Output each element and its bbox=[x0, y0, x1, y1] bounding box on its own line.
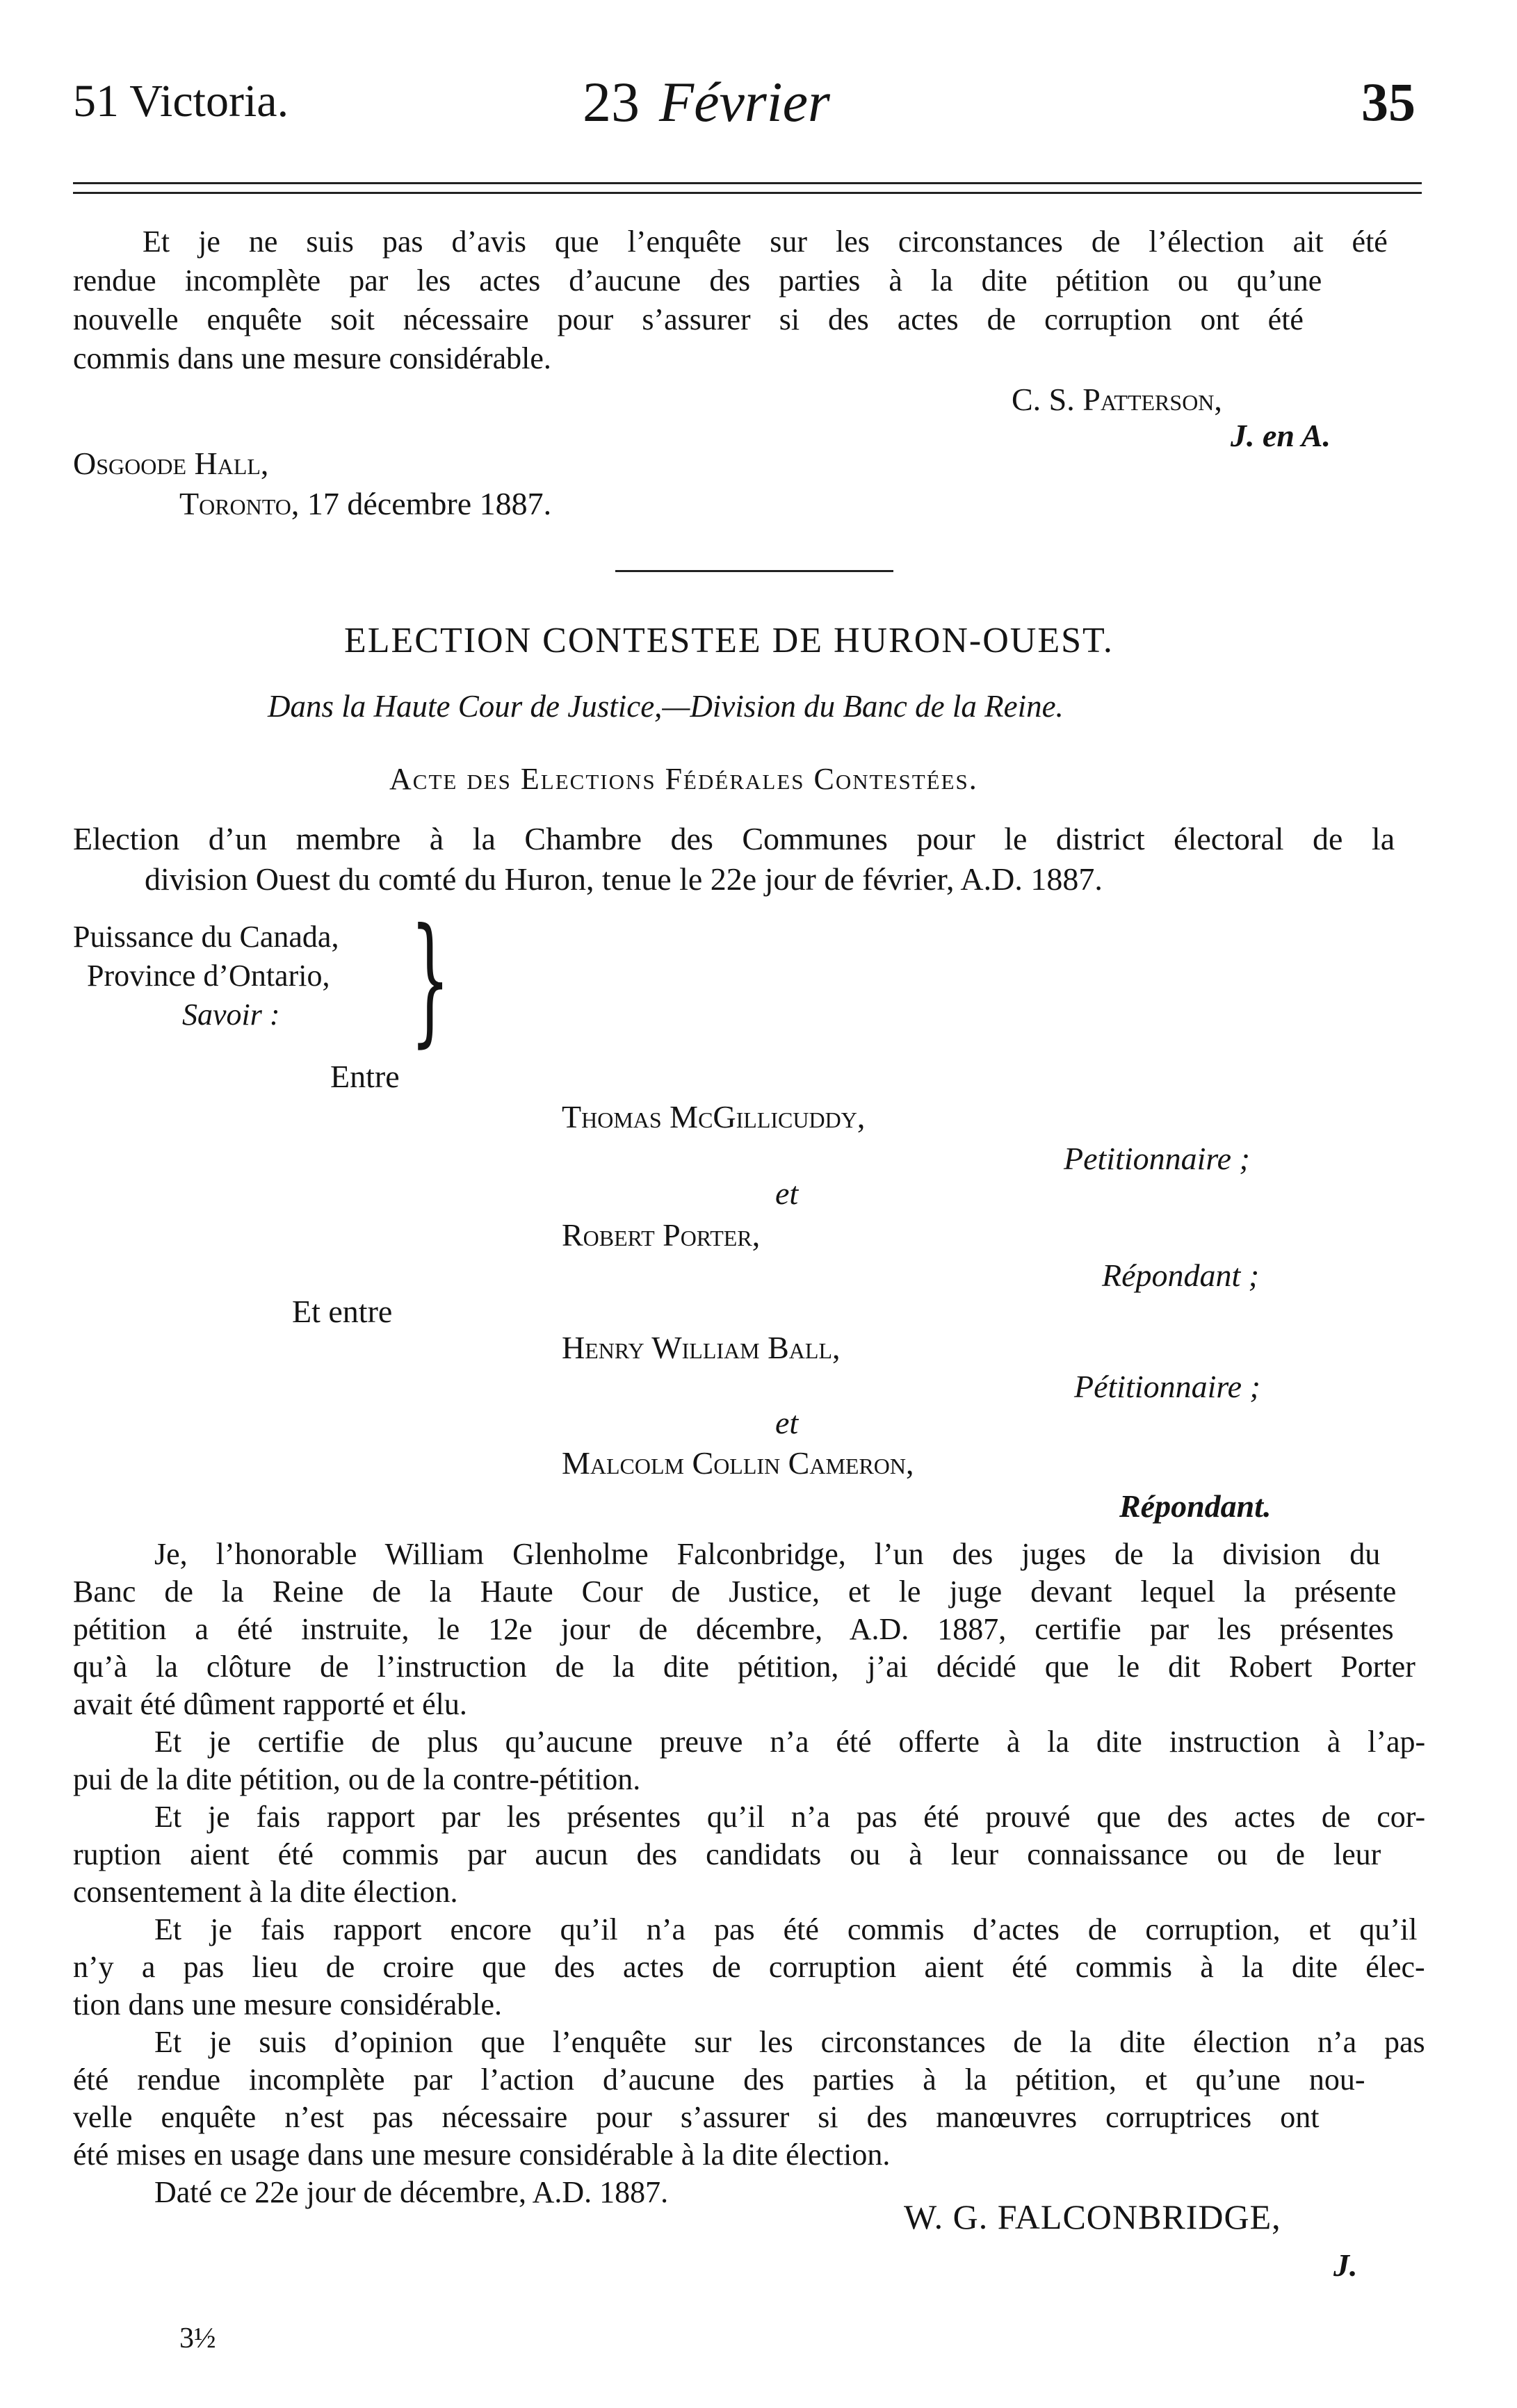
judgment-line-4: qu’à la clôture de l’instruction de la dite pétition, j’ai décidé que le dit Robert Porter bbox=[73, 1650, 1415, 1684]
jurisdiction-brace: } bbox=[410, 899, 451, 1061]
page-number: 35 bbox=[1361, 72, 1415, 132]
judgment-line-7: pui de la dite pétition, ou de la contre-pétition. bbox=[73, 1762, 641, 1796]
intro-signature-title: J. en A. bbox=[1231, 418, 1331, 453]
judgment-line-10: consentement à la dite élection. bbox=[73, 1875, 458, 1909]
election-line-2: division Ouest du comté du Huron, tenue le 22e jour de février, A.D. 1887. bbox=[145, 861, 1103, 897]
party-connector-1: et bbox=[775, 1175, 799, 1211]
judgment-line-17: été mises en usage dans une mesure considérable à la dite élection. bbox=[73, 2138, 891, 2172]
signature-mark: 3½ bbox=[179, 2322, 216, 2354]
place-line-2 bbox=[179, 485, 551, 522]
court-line: Dans la Haute Cour de Justice,—Division du Banc de la Reine. bbox=[268, 689, 1064, 724]
et-entre-label: Et entre bbox=[292, 1294, 393, 1329]
place-line-1: Osgoode Hall, bbox=[73, 446, 269, 481]
judgment-line-18: Daté ce 22e jour de décembre, A.D. 1887. bbox=[154, 2175, 669, 2209]
intro-line-1: Et je ne suis pas d’avis que l’enquête sur les circonstances de l’élection ait été bbox=[143, 225, 1388, 259]
judgment-line-8: Et je fais rapport par les présentes qu’il n’a pas été prouvé que des actes de cor- bbox=[154, 1800, 1426, 1834]
section-divider bbox=[615, 570, 893, 572]
party-2-role: Répondant ; bbox=[1102, 1258, 1260, 1293]
place-city: Toronto, bbox=[179, 486, 300, 521]
judgment-line-9: ruption aient été commis par aucun des candidats ou à leur connaissance ou de leur bbox=[73, 1837, 1381, 1871]
party-4-role: Répondant. bbox=[1119, 1488, 1272, 1524]
party-1-role: Petitionnaire ; bbox=[1064, 1141, 1250, 1176]
place-date: 17 décembre 1887. bbox=[299, 486, 552, 521]
header-day: 23 bbox=[583, 70, 640, 133]
party-3-role: Pétitionnaire ; bbox=[1074, 1369, 1260, 1404]
intro-line-2: rendue incomplète par les actes d’aucune des parties à la dite pétition ou qu’une bbox=[73, 263, 1322, 298]
entre-label: Entre bbox=[330, 1059, 400, 1094]
jurisdiction-line-2: Province d’Ontario, bbox=[87, 959, 330, 993]
jurisdiction-line-3: Savoir : bbox=[182, 998, 280, 1032]
judge-title: J. bbox=[1333, 2247, 1358, 2283]
judgment-line-1: Je, l’honorable William Glenholme Falconbridge, l’un des juges de la division du bbox=[154, 1537, 1381, 1571]
judgment-line-6: Et je certifie de plus qu’aucune preuve n’a été offerte à la dite instruction à l’ap- bbox=[154, 1725, 1426, 1759]
case-title: ELECTION CONTESTEE DE HURON-OUEST. bbox=[344, 621, 1114, 660]
judgment-line-13: tion dans une mesure considérable. bbox=[73, 1987, 503, 2021]
judgment-line-16: velle enquête n’est pas nécessaire pour s’assurer si des manœuvres corruptrices ont bbox=[73, 2100, 1320, 2134]
header-rule-bottom bbox=[73, 192, 1422, 194]
header-date bbox=[583, 70, 830, 135]
judgment-line-5: avait été dûment rapporté et élu. bbox=[73, 1687, 467, 1721]
header-session: 51 Victoria. bbox=[73, 76, 289, 127]
intro-line-4: commis dans une mesure considérable. bbox=[73, 341, 551, 375]
header-month: Février bbox=[659, 70, 830, 133]
party-4-name: Malcolm Collin Cameron, bbox=[562, 1445, 914, 1481]
election-line-1: Election d’un membre à la Chambre des Communes pour le district électoral de la bbox=[73, 821, 1395, 856]
judge-signature: W. G. FALCONBRIDGE, bbox=[904, 2197, 1281, 2236]
party-1-name: Thomas McGillicuddy, bbox=[562, 1099, 866, 1134]
party-3-name: Henry William Ball, bbox=[562, 1330, 841, 1365]
judgment-line-14: Et je suis d’opinion que l’enquête sur les circonstances de la dite élection n’a pas bbox=[154, 2025, 1425, 2059]
judgment-line-15: été rendue incomplète par l’action d’aucune des parties à la pétition, et qu’une nou- bbox=[73, 2063, 1365, 2097]
judgment-line-3: pétition a été instruite, le 12e jour de décembre, A.D. 1887, certifie par les présentes bbox=[73, 1612, 1394, 1646]
intro-signature-name: C. S. Patterson, bbox=[1012, 382, 1222, 417]
jurisdiction-line-1: Puissance du Canada, bbox=[73, 920, 339, 954]
intro-line-3: nouvelle enquête soit nécessaire pour s’assurer si des actes de corruption ont été bbox=[73, 302, 1304, 336]
party-connector-2: et bbox=[775, 1405, 799, 1440]
act-line: Acte des Elections Fédérales Contestées. bbox=[389, 762, 978, 796]
judgment-line-2: Banc de la Reine de la Haute Cour de Justice, et le juge devant lequel la présente bbox=[73, 1575, 1397, 1609]
header-rule-top bbox=[73, 182, 1422, 184]
judgment-line-11: Et je fais rapport encore qu’il n’a pas été commis d’actes de corruption, et qu’il bbox=[154, 1912, 1418, 1946]
judgment-line-12: n’y a pas lieu de croire que des actes de corruption aient été commis à la dite élec- bbox=[73, 1950, 1425, 1984]
party-2-name: Robert Porter, bbox=[562, 1217, 761, 1253]
